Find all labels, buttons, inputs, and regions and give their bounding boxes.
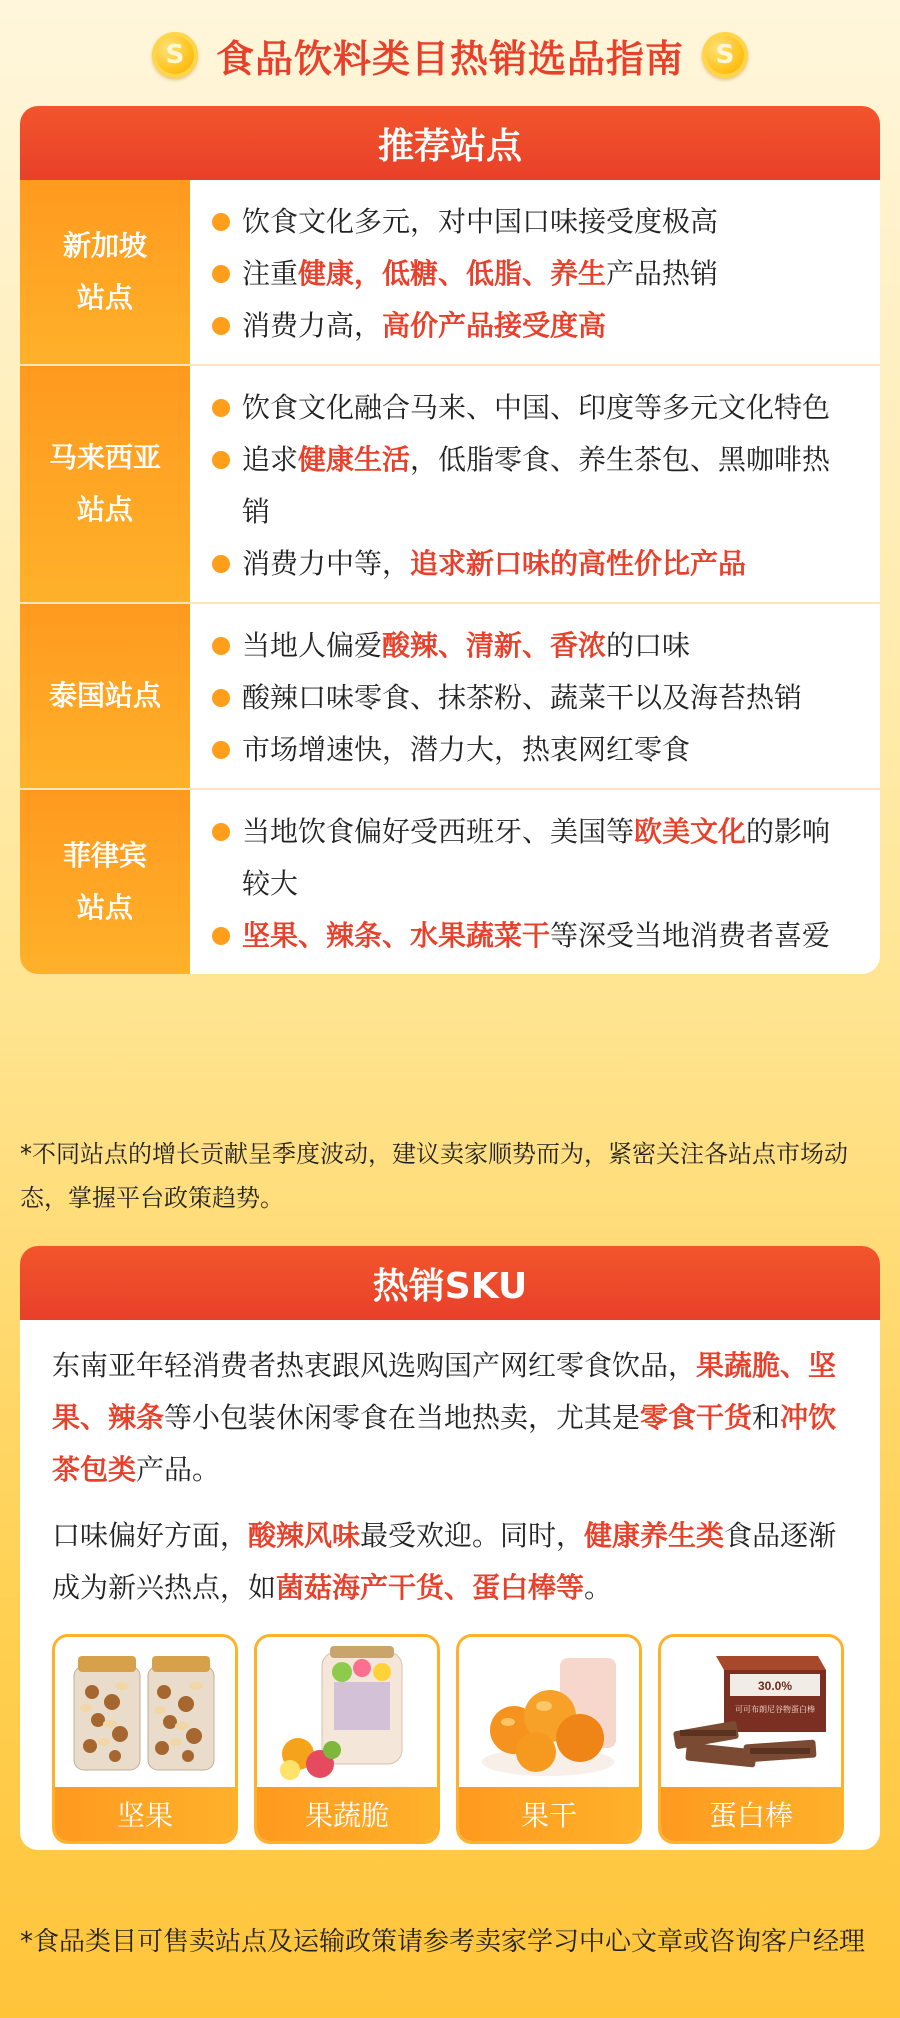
station-bullets — [190, 790, 880, 974]
station-label-line: 新加坡 — [62, 229, 147, 262]
bullet-item — [212, 300, 856, 352]
protein-box-percent: 30.0% — [757, 1679, 793, 1693]
bullet-item — [212, 806, 856, 910]
product-card — [254, 1634, 440, 1844]
stations-heading: 推荐站点 — [20, 106, 880, 180]
bullet-dot-icon — [212, 637, 230, 655]
bullet-dot-icon — [212, 741, 230, 759]
bullet-item — [212, 434, 856, 538]
station-bullets — [190, 180, 880, 364]
station-label-line: 站点 — [76, 891, 133, 924]
sku-description — [52, 1340, 848, 1614]
paragraph-text: 产品。 — [136, 1453, 221, 1486]
bullet-dot-icon — [212, 265, 230, 283]
station-bullets — [190, 366, 880, 602]
bullet-text: 追求 — [242, 443, 299, 476]
highlight-text: 健康，低糖、低脂、养生 — [298, 257, 607, 290]
paragraph-text: 等小包装休闲零食在当地热卖，尤其是 — [164, 1401, 641, 1434]
paragraph-text: 最受欢迎。同时， — [360, 1519, 585, 1552]
bullet-item — [212, 538, 856, 590]
bullet-dot-icon — [212, 399, 230, 417]
bullet-dot-icon — [212, 823, 230, 841]
bullet-text: 的影响较大 — [242, 815, 831, 900]
product-card — [52, 1634, 238, 1844]
station-row — [20, 788, 880, 974]
station-list — [20, 180, 880, 974]
station-label — [20, 366, 190, 602]
sku-body — [20, 1320, 880, 1844]
product-card — [456, 1634, 642, 1844]
bullet-text: 消费力中等， — [242, 547, 411, 580]
bullet-text: 产品热销 — [606, 257, 719, 290]
bullet-text: 市场增速快，潜力大，热衷网红零食 — [242, 733, 691, 766]
station-label-line: 泰国站点 — [48, 679, 161, 712]
paragraph-text: 口味偏好方面， — [52, 1519, 249, 1552]
hot-sku-card — [20, 1246, 880, 1850]
sku-paragraph — [52, 1510, 848, 1614]
bullet-text: 当地人偏爱 — [242, 629, 383, 662]
bullet-item — [212, 724, 856, 776]
station-row — [20, 180, 880, 364]
station-note: *不同站点的增长贡献呈季度波动，建议卖家顺势而为，紧密关注各站点市场动态，掌握平台政策趋势。 — [20, 1140, 848, 1212]
bullet-dot-icon — [212, 927, 230, 945]
sku-paragraph — [52, 1340, 848, 1496]
highlight-text: 健康养生类 — [584, 1519, 725, 1552]
bullet-text: 的口味 — [606, 629, 691, 662]
highlight-text: 欧美文化 — [634, 815, 747, 848]
bullet-text: 饮食文化融合马来、中国、印度等多元文化特色 — [242, 391, 831, 424]
highlight-text: 酸辣风味 — [248, 1519, 361, 1552]
highlight-text: 冲饮茶包类 — [52, 1401, 837, 1486]
bullet-text: 当地饮食偏好受西班牙、美国等 — [242, 815, 635, 848]
page-title: 食品饮料类目热销选品指南 — [215, 36, 684, 81]
highlight-text: 健康生活 — [298, 443, 411, 476]
coin-icon: S — [702, 32, 748, 78]
station-row — [20, 602, 880, 788]
sku-heading: 热销SKU — [20, 1246, 880, 1320]
highlight-text: 菌菇海产干货、蛋白棒等 — [276, 1571, 585, 1604]
product-label: 蛋白棒 — [661, 1787, 841, 1841]
product-label: 坚果 — [55, 1787, 235, 1841]
bullet-item — [212, 910, 856, 962]
station-row — [20, 364, 880, 602]
highlight-text: 果蔬脆、坚果、辣条 — [52, 1349, 837, 1434]
bullet-item — [212, 672, 856, 724]
bullet-dot-icon — [212, 317, 230, 335]
bullet-text: 注重 — [242, 257, 299, 290]
station-label-line: 站点 — [76, 493, 133, 526]
highlight-text: 追求新口味的高性价比产品 — [410, 547, 747, 580]
highlight-text: 零食干货 — [640, 1401, 753, 1434]
bullet-text: 酸辣口味零食、抹茶粉、蔬菜干以及海苔热销 — [242, 681, 803, 714]
protein-box-text: 可可布朗尼谷物蛋白棒 — [735, 1705, 815, 1714]
station-label — [20, 790, 190, 974]
bullet-item — [212, 382, 856, 434]
fruit-chips-icon — [257, 1637, 437, 1787]
station-label-line: 菲律宾 — [62, 839, 147, 872]
product-label: 果蔬脆 — [257, 1787, 437, 1841]
station-label — [20, 180, 190, 364]
bullet-dot-icon — [212, 689, 230, 707]
highlight-text: 酸辣、清新、香浓 — [382, 629, 607, 662]
paragraph-text: 东南亚年轻消费者热衷跟风选购国产网红零食饮品， — [52, 1349, 697, 1382]
bullet-text: ，低脂零食、养生茶包、黑咖啡热销 — [242, 443, 831, 528]
product-card — [658, 1634, 844, 1844]
paragraph-text: 和 — [752, 1401, 781, 1434]
bullet-dot-icon — [212, 451, 230, 469]
bullet-item — [212, 248, 856, 300]
dried-fruit-icon — [459, 1637, 639, 1787]
bullet-text: 等深受当地消费者喜爱 — [550, 919, 831, 952]
bullet-dot-icon — [212, 213, 230, 231]
paragraph-text: 。 — [584, 1571, 613, 1604]
page-header — [0, 0, 900, 110]
station-bullets — [190, 604, 880, 788]
bullet-dot-icon — [212, 555, 230, 573]
bullet-item — [212, 620, 856, 672]
bullet-text: 饮食文化多元，对中国口味接受度极高 — [242, 205, 719, 238]
bullet-text: 消费力高， — [242, 309, 383, 342]
nuts-jar-icon — [55, 1637, 235, 1787]
paragraph-text: 食品逐渐成为新兴热点，如 — [52, 1519, 837, 1604]
station-label-line: 站点 — [76, 281, 133, 314]
product-label: 果干 — [459, 1787, 639, 1841]
bullet-item — [212, 196, 856, 248]
highlight-text: 高价产品接受度高 — [382, 309, 607, 342]
station-label-line: 马来西亚 — [48, 441, 161, 474]
protein-bar-icon — [661, 1637, 841, 1787]
recommended-stations-card — [20, 106, 880, 974]
coin-icon: S — [152, 32, 198, 78]
highlight-text: 坚果、辣条、水果蔬菜干 — [242, 919, 551, 952]
station-label — [20, 604, 190, 788]
product-row — [52, 1634, 848, 1844]
category-note: *食品类目可售卖站点及运输政策请参考卖家学习中心文章或咨询客户经理 — [20, 1927, 866, 1957]
